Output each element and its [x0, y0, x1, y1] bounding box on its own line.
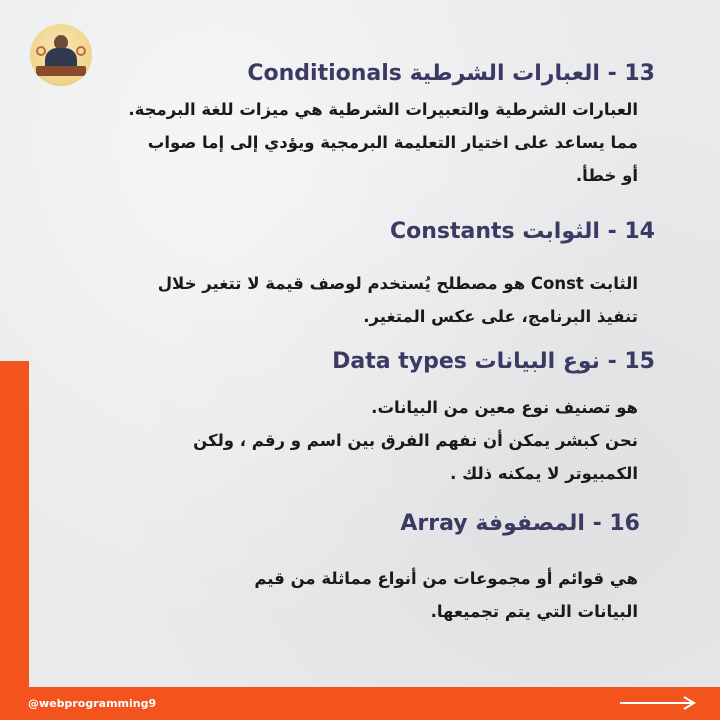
right-arrow-icon[interactable]	[618, 695, 698, 711]
social-handle: @webprogramming9	[28, 697, 157, 710]
section-body-13	[128, 93, 638, 192]
section-line: هي قوائم أو مجموعات من أنواع مماثلة من قيم	[254, 569, 638, 588]
section-line: الكمبيوتر لا يمكنه ذلك .	[450, 464, 638, 483]
accent-side-bar	[0, 361, 29, 687]
section-line: أو خطأ.	[575, 166, 638, 185]
gear-icon	[76, 46, 86, 56]
section-line: هو تصنيف نوع معين من البيانات.	[371, 398, 638, 417]
section-heading-15: 15 - نوع البيانات Data types	[332, 349, 655, 374]
section-line: مما يساعد على اختيار التعليمة البرمجية ويؤدي إلى إما صواب	[147, 133, 638, 152]
section-line: نحن كبشر يمكن أن نفهم الفرق بين اسم و رقم ، ولكن	[193, 431, 638, 450]
avatar-logo	[30, 24, 92, 86]
section-line: العبارات الشرطية والتعبيرات الشرطية هي ميزات للغة البرمجة.	[128, 100, 638, 119]
section-body-15	[193, 391, 638, 490]
gear-icon	[36, 46, 46, 56]
section-line: الثابت Const هو مصطلح يُستخدم لوصف قيمة لا تتغير خلال	[157, 274, 638, 293]
section-heading-13: 13 - العبارات الشرطية Conditionals	[247, 61, 655, 86]
section-line: البيانات التي يتم تجميعها.	[430, 602, 638, 621]
section-line: تنفيذ البرنامج، على عكس المتغير.	[363, 307, 638, 326]
section-heading-16: 16 - المصفوفة Array	[400, 511, 640, 536]
section-body-16	[254, 562, 638, 628]
section-body-14	[158, 267, 638, 333]
avatar-desk	[36, 66, 86, 76]
section-heading-14: 14 - الثوابت Constants	[389, 219, 655, 244]
